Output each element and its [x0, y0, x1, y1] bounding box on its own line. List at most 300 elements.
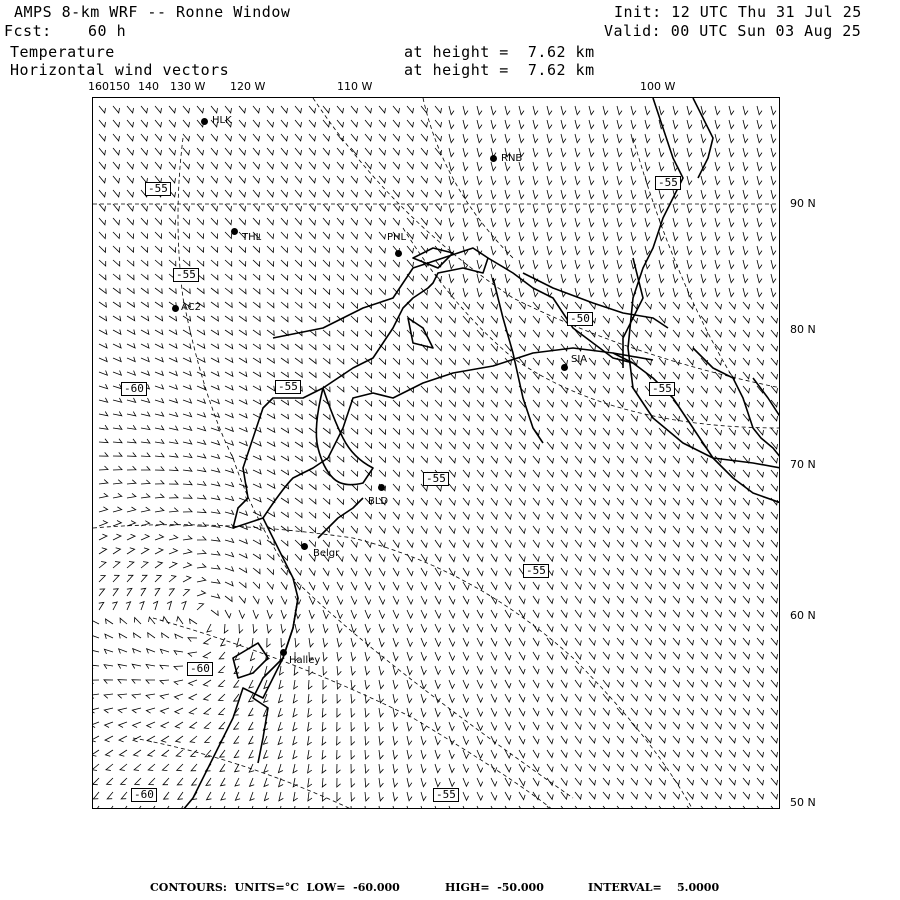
station-marker[interactable]	[280, 649, 287, 656]
wind-barb-icon	[211, 288, 218, 294]
wind-barb-icon	[407, 512, 413, 519]
wind-barb-icon	[533, 414, 540, 421]
wind-barb-icon	[715, 330, 722, 337]
wind-barb-icon	[264, 750, 269, 758]
wind-barb-icon	[561, 582, 567, 589]
wind-barb-icon	[225, 427, 233, 432]
wind-barb-icon	[561, 414, 568, 421]
wind-barb-icon	[729, 792, 736, 799]
wind-barb-icon	[561, 120, 566, 129]
wind-barb-icon	[197, 454, 206, 458]
wind-barb-icon	[309, 484, 316, 490]
wind-barb-icon	[687, 330, 694, 337]
wind-barb-icon	[505, 218, 510, 227]
wind-barb-icon	[575, 778, 581, 785]
wind-barb-icon	[379, 400, 386, 406]
wind-barb-icon	[211, 358, 219, 363]
wind-barb-icon	[308, 708, 312, 717]
station-marker[interactable]	[490, 155, 497, 162]
wind-barb-icon	[519, 204, 524, 213]
wind-barb-icon	[183, 495, 192, 499]
wind-barb-icon	[141, 453, 150, 457]
wind-barb-icon	[505, 316, 512, 323]
wind-barb-icon	[93, 635, 99, 640]
wind-barb-icon	[617, 596, 624, 603]
wind-barb-icon	[295, 568, 301, 575]
wind-barb-icon	[421, 134, 428, 141]
wind-barb-icon	[687, 526, 694, 533]
wind-barb-icon	[253, 316, 260, 321]
wind-barb-icon	[225, 302, 232, 307]
wind-barb-icon	[743, 680, 750, 687]
wind-barb-icon	[715, 540, 722, 547]
wind-barb-icon	[267, 596, 273, 604]
wind-barb-icon	[449, 596, 455, 604]
wind-barb-icon	[463, 204, 468, 213]
wind-barb-icon	[729, 176, 734, 185]
wind-barb-icon	[253, 302, 260, 308]
wind-barb-icon	[197, 522, 206, 526]
wind-barb-icon	[491, 106, 496, 115]
wind-barb-icon	[120, 618, 127, 624]
wind-barb-icon	[239, 358, 247, 363]
wind-barb-icon	[169, 218, 176, 225]
wind-barb-icon	[701, 596, 708, 603]
wind-barb-icon	[169, 562, 177, 568]
wind-barb-icon	[113, 260, 120, 266]
wind-barb-icon	[169, 453, 178, 457]
station-label: Belgr	[313, 548, 340, 559]
wind-barb-icon	[351, 162, 358, 169]
wind-barb-icon	[337, 232, 344, 239]
wind-barb-icon	[491, 792, 497, 800]
wind-barb-icon	[281, 106, 288, 113]
wind-barb-icon	[701, 610, 708, 617]
wind-barb-icon	[449, 106, 454, 115]
wind-barb-icon	[234, 736, 239, 743]
wind-barb-icon	[505, 806, 511, 809]
wind-barb-icon	[575, 624, 581, 631]
wind-barb-icon	[253, 120, 260, 127]
wind-barb-icon	[250, 806, 255, 809]
wind-barb-icon	[757, 134, 762, 143]
wind-barb-icon	[449, 540, 455, 547]
wind-barb-icon	[617, 652, 624, 659]
wind-barb-icon	[351, 344, 358, 350]
wind-barb-icon	[267, 120, 274, 127]
wind-barb-icon	[365, 778, 369, 787]
wind-barb-icon	[183, 106, 190, 113]
wind-barb-icon	[379, 442, 386, 448]
wind-barb-icon	[183, 344, 191, 349]
wind-barb-icon	[463, 134, 468, 143]
wind-barb-icon	[771, 554, 778, 561]
contour-label: -60	[131, 788, 157, 802]
wind-barb-icon	[197, 148, 204, 155]
wind-barb-icon	[225, 148, 232, 155]
wind-barb-icon	[659, 442, 666, 449]
wind-barb-icon	[547, 176, 552, 185]
wind-barb-icon	[351, 582, 357, 590]
wind-barb-icon	[281, 288, 288, 294]
wind-barb-icon	[575, 456, 582, 463]
wind-barb-icon	[393, 778, 398, 787]
wind-barb-icon	[589, 120, 594, 129]
wind-barb-icon	[267, 274, 274, 280]
wind-barb-icon	[379, 274, 386, 281]
wind-barb-icon	[105, 634, 113, 639]
wind-barb-icon	[715, 708, 722, 715]
wind-barb-icon	[645, 610, 652, 617]
wind-barb-icon	[407, 218, 414, 225]
station-marker[interactable]	[201, 118, 208, 125]
wind-barb-icon	[309, 288, 316, 294]
wind-barb-icon	[93, 736, 99, 742]
wind-barb-icon	[253, 568, 260, 574]
wind-barb-icon	[155, 274, 162, 280]
wind-barb-icon	[99, 534, 107, 540]
wind-barb-icon	[365, 190, 372, 197]
wind-barb-icon	[281, 274, 288, 280]
wind-barb-icon	[757, 190, 762, 199]
wind-barb-icon	[491, 134, 496, 143]
wind-barb-icon	[533, 582, 539, 589]
wind-barb-icon	[519, 694, 525, 702]
wind-barb-icon	[99, 162, 106, 169]
wind-barb-icon	[617, 750, 624, 757]
wind-barb-icon	[211, 134, 218, 141]
wind-barb-icon	[701, 344, 708, 351]
wind-barb-icon	[295, 288, 302, 294]
wind-barb-icon	[603, 680, 609, 687]
wind-barb-icon	[127, 439, 136, 443]
wind-barb-icon	[407, 666, 412, 675]
wind-barb-icon	[743, 526, 750, 533]
wind-barb-icon	[309, 526, 316, 532]
wind-barb-icon	[407, 400, 414, 407]
wind-barb-icon	[463, 456, 470, 463]
wind-barb-icon	[113, 507, 122, 512]
wind-barb-icon	[267, 610, 272, 619]
wind-barb-icon	[771, 176, 776, 185]
wind-barb-icon	[757, 232, 762, 241]
wind-barb-icon	[141, 246, 148, 252]
wind-barb-icon	[407, 414, 414, 421]
wind-barb-icon	[393, 526, 399, 533]
wind-barb-icon	[379, 162, 386, 169]
wind-barb-icon	[113, 204, 120, 211]
wind-barb-icon	[351, 638, 356, 647]
wind-barb-icon	[211, 190, 218, 197]
wind-barb-icon	[295, 274, 302, 280]
wind-barb-icon	[393, 568, 399, 576]
wind-barb-icon	[491, 400, 498, 407]
wind-barb-icon	[589, 260, 594, 269]
wind-barb-icon	[533, 708, 539, 716]
wind-barb-icon	[113, 316, 121, 321]
wind-barb-icon	[393, 680, 398, 689]
wind-barb-icon	[351, 680, 355, 689]
wind-barb-icon	[239, 134, 246, 141]
wind-barb-icon	[645, 330, 652, 337]
wind-barb-icon	[645, 624, 652, 631]
wind-barb-icon	[294, 680, 298, 689]
wind-barb-icon	[603, 484, 610, 491]
wind-barb-icon	[645, 750, 652, 757]
wind-barb-icon	[757, 484, 764, 491]
wind-barb-icon	[169, 106, 176, 113]
wind-barb-icon	[281, 442, 289, 447]
wind-barb-icon	[337, 134, 344, 141]
wind-barb-icon	[477, 638, 483, 646]
wind-barb-icon	[281, 260, 288, 266]
wind-barb-icon	[393, 736, 398, 745]
wind-barb-icon	[309, 414, 316, 419]
wind-barb-icon	[146, 708, 155, 713]
wind-barb-icon	[477, 540, 483, 547]
wind-barb-icon	[365, 218, 372, 225]
wind-barb-icon	[337, 694, 341, 703]
wind-barb-icon	[267, 260, 274, 266]
wind-barb-icon	[561, 554, 567, 561]
wind-barb-icon	[295, 428, 303, 433]
wind-barb-icon	[645, 246, 650, 255]
wind-barb-icon	[477, 708, 483, 716]
wind-barb-icon	[659, 806, 666, 809]
wind-barb-icon	[603, 134, 608, 143]
wind-barb-icon	[533, 162, 538, 171]
wind-barb-icon	[127, 480, 136, 484]
wind-barb-icon	[183, 120, 190, 127]
wind-barb-icon	[113, 190, 120, 197]
wind-barb-icon	[197, 467, 206, 471]
wind-barb-icon	[211, 176, 218, 183]
wind-barb-icon	[281, 372, 288, 377]
wind-barb-icon	[729, 680, 736, 687]
wind-barb-icon	[337, 218, 344, 225]
wind-barb-icon	[631, 456, 638, 463]
wind-barb-icon	[183, 576, 191, 582]
wind-barb-icon	[519, 344, 526, 351]
wind-barb-icon	[337, 414, 344, 420]
wind-barb-icon	[197, 495, 206, 499]
wind-barb-icon	[393, 204, 400, 211]
wind-barb-icon	[365, 148, 372, 155]
wind-barb-icon	[575, 708, 581, 715]
wind-barb-icon	[169, 288, 176, 293]
wind-barb-icon	[603, 512, 610, 519]
wind-barb-icon	[729, 652, 736, 659]
wind-barb-icon	[118, 664, 127, 668]
wind-barb-icon	[771, 568, 778, 575]
wind-barb-icon	[449, 190, 454, 199]
wind-barb-icon	[295, 302, 302, 308]
wind-barb-icon	[617, 470, 624, 477]
wind-barb-icon	[631, 176, 636, 185]
wind-barb-icon	[308, 736, 312, 745]
wind-barb-icon	[645, 638, 652, 645]
wind-barb-icon	[673, 680, 680, 687]
wind-barb-icon	[169, 480, 178, 484]
wind-barb-icon	[323, 372, 330, 378]
wind-barb-icon	[281, 302, 288, 308]
wind-barb-icon	[160, 694, 169, 699]
wind-barb-icon	[379, 190, 386, 197]
wind-barb-icon	[393, 400, 400, 406]
wind-barb-icon	[169, 371, 177, 376]
wind-barb-icon	[547, 624, 553, 632]
wind-barb-icon	[477, 106, 482, 115]
wind-barb-icon	[645, 666, 652, 673]
wind-barb-icon	[393, 302, 400, 309]
wind-barb-icon	[687, 316, 694, 323]
wind-barb-icon	[449, 666, 455, 674]
wind-barb-icon	[113, 302, 120, 307]
wind-barb-icon	[575, 694, 581, 701]
wind-barb-icon	[589, 540, 595, 547]
map-panel[interactable]	[92, 97, 780, 809]
wind-barb-icon	[281, 470, 289, 475]
wind-barb-icon	[239, 148, 246, 155]
wind-barb-icon	[519, 540, 525, 547]
wind-barb-icon	[250, 792, 255, 800]
wind-barb-icon	[687, 680, 694, 687]
wind-barb-icon	[729, 134, 734, 143]
wind-barb-icon	[421, 526, 427, 533]
wind-barb-icon	[264, 764, 269, 772]
wind-barb-icon	[575, 680, 581, 687]
wind-barb-icon	[575, 540, 581, 547]
wind-barb-icon	[337, 638, 342, 647]
wind-barb-icon	[94, 806, 99, 809]
wind-barb-icon	[449, 652, 455, 660]
wind-barb-icon	[477, 302, 484, 309]
wind-barb-icon	[141, 534, 149, 540]
wind-barb-icon	[519, 596, 525, 604]
wind-barb-icon	[197, 591, 206, 596]
wind-barb-icon	[617, 330, 624, 337]
wind-barb-icon	[379, 568, 385, 576]
wind-barb-icon	[167, 601, 172, 610]
wind-barb-icon	[743, 372, 750, 379]
wind-barb-icon	[225, 482, 234, 487]
wind-barb-icon	[631, 568, 638, 575]
wind-barb-icon	[393, 218, 400, 225]
wind-barb-icon	[757, 498, 764, 505]
wind-barb-icon	[757, 442, 764, 449]
wind-barb-icon	[477, 372, 484, 379]
wind-barb-icon	[687, 232, 692, 241]
station-marker[interactable]	[301, 543, 308, 550]
wind-barb-icon	[757, 694, 764, 701]
wind-barb-icon	[407, 162, 414, 169]
station-marker[interactable]	[172, 305, 179, 312]
wind-barb-icon	[365, 232, 372, 239]
wind-barb-icon	[673, 134, 678, 143]
station-marker[interactable]	[231, 228, 238, 235]
wind-barb-icon	[337, 540, 344, 547]
station-marker[interactable]	[561, 364, 568, 371]
wind-barb-icon	[239, 246, 246, 252]
wind-barb-icon	[603, 554, 610, 561]
wind-barb-icon	[407, 596, 413, 604]
wind-barb-icon	[645, 190, 650, 199]
wind-barb-icon	[211, 468, 220, 473]
wind-barb-icon	[449, 638, 455, 646]
wind-barb-icon	[155, 204, 162, 211]
wind-barb-icon	[463, 386, 470, 393]
wind-barb-icon	[211, 399, 219, 404]
wind-barb-icon	[547, 722, 553, 730]
wind-barb-icon	[379, 470, 386, 477]
wind-barb-icon	[603, 148, 608, 157]
wind-barb-icon	[295, 190, 302, 197]
wind-barb-icon	[337, 498, 344, 504]
wind-barb-icon	[308, 764, 312, 773]
wind-barb-icon	[505, 512, 511, 519]
wind-barb-icon	[757, 330, 764, 337]
wind-barb-icon	[771, 120, 776, 129]
wind-barb-icon	[169, 549, 177, 555]
wind-barb-icon	[104, 680, 113, 684]
wind-barb-icon	[225, 344, 233, 349]
station-marker[interactable]	[378, 484, 385, 491]
wind-barb-icon	[127, 134, 134, 141]
wind-barb-icon	[93, 680, 99, 684]
wind-barb-icon	[701, 302, 708, 309]
wind-barb-icon	[757, 162, 762, 171]
wind-barb-icon	[491, 176, 496, 185]
wind-barb-icon	[379, 330, 386, 336]
wind-barb-icon	[379, 260, 386, 267]
wind-barb-icon	[211, 454, 220, 459]
wind-barb-icon	[463, 568, 469, 576]
wind-barb-icon	[631, 624, 638, 631]
wind-barb-icon	[715, 428, 722, 435]
wind-barb-icon	[407, 778, 412, 787]
wind-barb-icon	[505, 680, 511, 688]
wind-barb-icon	[127, 588, 132, 596]
wind-barb-icon	[519, 456, 526, 463]
wind-barb-icon	[120, 764, 127, 771]
wind-barb-icon	[449, 554, 455, 562]
wind-barb-icon	[631, 694, 638, 701]
wind-barb-icon	[561, 694, 567, 702]
station-marker[interactable]	[395, 250, 402, 257]
wind-barb-icon	[127, 371, 135, 376]
wind-barb-icon	[589, 694, 595, 701]
wind-barb-icon	[99, 134, 106, 141]
wind-barb-icon	[575, 470, 582, 477]
wind-barb-icon	[225, 330, 233, 335]
wind-barb-icon	[379, 610, 385, 618]
wind-barb-icon	[197, 564, 206, 568]
wind-barb-icon	[491, 232, 496, 241]
wind-barb-icon	[603, 666, 609, 673]
wind-barb-icon	[757, 246, 762, 255]
wind-barb-icon	[491, 778, 497, 786]
wind-barb-icon	[701, 652, 708, 659]
wind-barb-icon	[561, 764, 567, 771]
wind-barb-icon	[379, 638, 384, 647]
wind-barb-icon	[701, 778, 708, 785]
wind-barb-icon	[743, 344, 750, 351]
wind-barb-icon	[99, 176, 106, 183]
wind-barb-icon	[197, 162, 204, 169]
wind-barb-icon	[407, 680, 412, 689]
wind-barb-icon	[295, 134, 302, 141]
wind-barb-icon	[161, 708, 170, 713]
